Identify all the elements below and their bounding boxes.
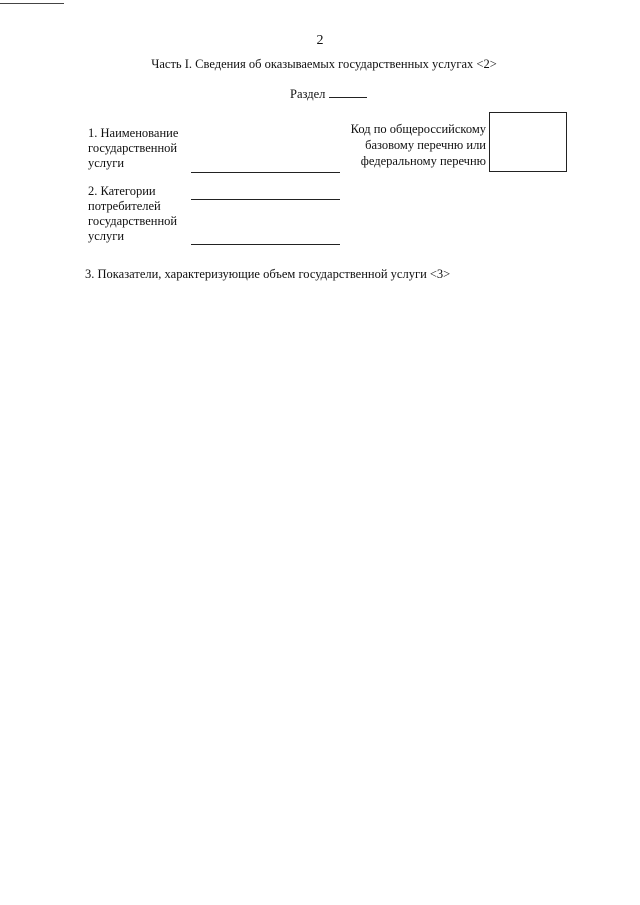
- scan-edge-mark: [0, 0, 64, 4]
- page-number: 2: [316, 33, 324, 48]
- consumer-categories-line-2[interactable]: [191, 244, 340, 245]
- consumer-categories-line-1[interactable]: [191, 199, 340, 200]
- service-name-line[interactable]: [191, 172, 340, 173]
- section-number-blank[interactable]: [329, 87, 367, 98]
- section-line: [290, 87, 367, 102]
- part-title: Часть I. Сведения об оказываемых государственных услугах <2>: [151, 57, 497, 71]
- service-name-label: 1. Наименование государственной услуги: [88, 126, 179, 170]
- section-label: Раздел: [290, 87, 326, 101]
- indicators-title: 3. Показатели, характеризующие объем государственной услуги <3>: [85, 267, 451, 281]
- consumer-categories-label: 2. Категории потребителей государственной услуги: [88, 184, 178, 243]
- code-label: Код по общероссийскому базовому перечню или федеральному перечню: [350, 122, 486, 168]
- code-box[interactable]: [489, 112, 567, 172]
